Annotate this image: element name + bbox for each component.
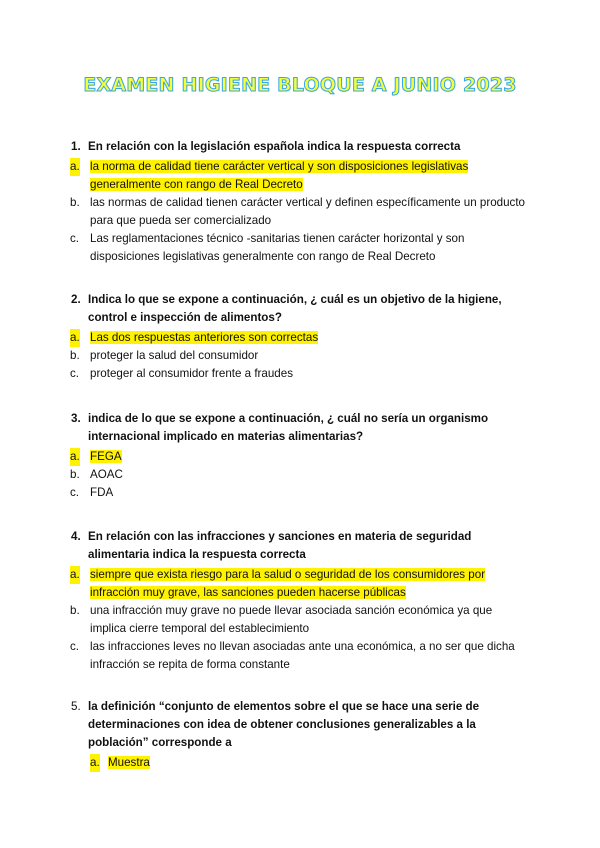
question-number: 3. [71, 412, 81, 425]
page-title: EXAMEN HIGIENE BLOQUE A JUNIO 2023 [83, 74, 517, 96]
option-text: la norma de calidad tiene carácter vertical y son disposiciones legislativas generalmente con rango de Real Decreto [90, 160, 469, 191]
option-letter: c. [70, 486, 80, 499]
option-letter: b. [70, 196, 80, 209]
question-text: En relación con la legislación española indica la respuesta correcta [88, 140, 461, 153]
option-list [68, 329, 528, 383]
question-number: 4. [71, 530, 81, 543]
option-text: siempre que exista riesgo para la salud o seguridad de los consumidores por infracción muy grave, las sanciones pueden hacerse públicas [90, 568, 486, 599]
option-text: las infracciones leves no llevan asociadas ante una económica, a no ser que dicha infracción se repita de forma constante [90, 640, 515, 671]
option-text: una infracción muy grave no puede llevar asociada sanción económica ya que implica cierre temporal del establecimiento [90, 604, 493, 635]
question-text: indica de lo que se expone a continuación, ¿ cuál no sería un organismo internacional implicado en materias alimentarias? [88, 412, 489, 443]
option-list [68, 448, 528, 502]
option-text: AOAC [90, 468, 123, 481]
question-text: la definición “conjunto de elementos sobre el que se hace una serie de determinaciones con idea de obtener conclusiones generalizables a la población” corresponde a [88, 700, 480, 749]
question-number: 5. [71, 700, 81, 713]
option-text: FDA [90, 486, 114, 499]
option-list [68, 158, 528, 266]
option-b [68, 466, 528, 484]
question-number: 1. [71, 140, 81, 153]
option-a [88, 754, 528, 772]
option-letter: c. [70, 367, 80, 380]
option-c [68, 365, 528, 383]
option-text: Las dos respuestas anteriores son correctas [90, 331, 319, 344]
option-text: proteger al consumidor frente a fraudes [90, 367, 294, 380]
question-3 [70, 410, 528, 502]
option-letter: a. [90, 754, 100, 772]
option-b [68, 602, 528, 638]
question-text: En relación con las infracciones y sanciones en materia de seguridad alimentaria indica la respuesta correcta [88, 530, 472, 561]
option-letter: c. [70, 640, 80, 653]
option-letter: b. [70, 604, 80, 617]
option-c [68, 638, 528, 674]
option-text: Muestra [108, 756, 150, 769]
option-c [68, 230, 528, 266]
option-text: Las reglamentaciones técnico -sanitarias tienen carácter horizontal y son disposiciones legislativas generalmente con rango de Real Decreto [90, 232, 465, 263]
option-a [68, 448, 528, 466]
option-b [68, 194, 528, 230]
option-c [68, 484, 528, 502]
question-2 [70, 291, 528, 383]
option-letter: a. [70, 566, 80, 584]
option-list [68, 566, 528, 674]
option-letter: a. [70, 158, 80, 176]
option-text: FEGA [90, 450, 122, 463]
option-a [68, 158, 528, 194]
option-list [88, 754, 528, 772]
option-a [68, 329, 528, 347]
option-letter: b. [70, 349, 80, 362]
question-number: 2. [71, 293, 81, 306]
question-4 [70, 528, 528, 674]
option-a [68, 566, 528, 602]
option-text: proteger la salud del consumidor [90, 349, 259, 362]
question-1 [70, 138, 528, 266]
option-letter: c. [70, 232, 80, 245]
option-letter: a. [70, 329, 80, 347]
question-text: Indica lo que se expone a continuación, ¿ cuál es un objetivo de la higiene, control e inspección de alimentos? [88, 293, 502, 324]
question-5 [71, 698, 528, 772]
option-text: las normas de calidad tienen carácter vertical y definen específicamente un producto para que pueda ser comercializado [90, 196, 526, 227]
option-letter: b. [70, 468, 80, 481]
option-b [68, 347, 528, 365]
option-letter: a. [70, 448, 80, 466]
